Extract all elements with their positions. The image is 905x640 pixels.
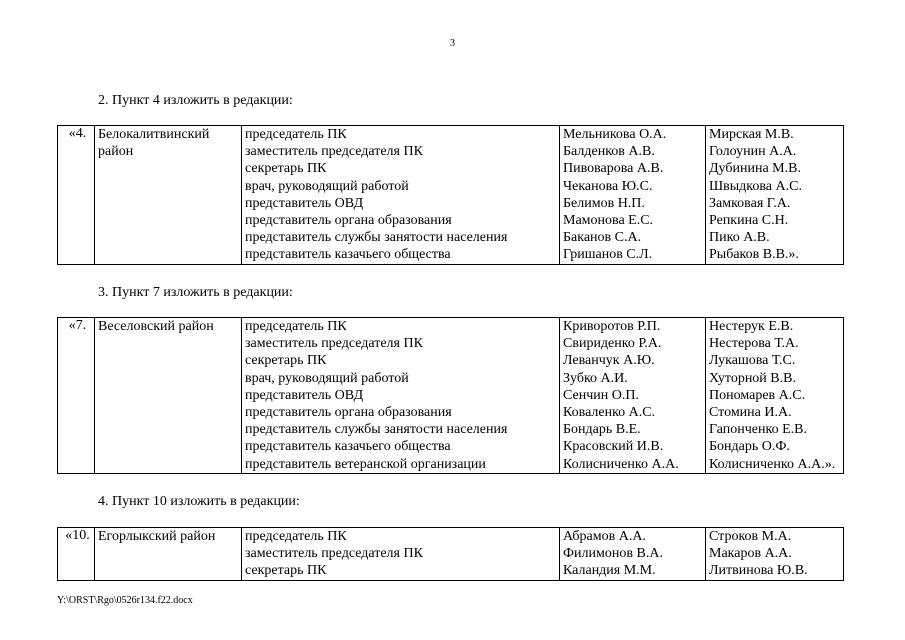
main-members-cell xyxy=(560,318,706,474)
district-name: Егорлыкский район xyxy=(95,528,242,581)
roles-cell xyxy=(242,528,560,581)
file-path-footer: Y:\ORST\Rgo\0526r134.f22.docx xyxy=(57,595,193,606)
cell-line: Леванчук А.Ю. xyxy=(563,353,655,369)
cell-line: представитель казачьего общества xyxy=(245,247,451,263)
cell-line: Пико А.В. xyxy=(709,230,770,246)
cell-line: Колисниченко А.А.». xyxy=(709,456,836,472)
main-members-cell xyxy=(560,528,706,581)
cell-line: представитель органа образования xyxy=(245,404,452,420)
cell-line: Мамонова Е.С. xyxy=(563,212,654,228)
entry-table xyxy=(57,527,844,581)
cell-line: Голоунин А.А. xyxy=(709,144,797,160)
section-title: 2. Пункт 4 изложить в редакции: xyxy=(98,93,293,108)
cell-line: Каландия М.М. xyxy=(563,563,656,579)
roles-cell xyxy=(242,126,560,265)
section-title: 4. Пункт 10 изложить в редакции: xyxy=(98,494,300,509)
item-number: «7. xyxy=(58,318,95,474)
cell-line: секретарь ПК xyxy=(245,563,327,579)
entry-table xyxy=(57,125,844,265)
cell-line: Нестерова Т.А. xyxy=(709,336,799,352)
cell-line: заместитель председателя ПК xyxy=(245,144,423,160)
cell-line: Криворотов Р.П. xyxy=(563,319,661,334)
cell-line: Колисниченко А.А. xyxy=(563,456,679,472)
cell-line: Красовский И.В. xyxy=(563,439,664,455)
cell-line: Нестерук Е.В. xyxy=(709,319,794,334)
cell-line: секретарь ПК xyxy=(245,161,327,177)
cell-line: Рыбаков В.В.». xyxy=(709,247,799,263)
item-number: «4. xyxy=(58,126,95,265)
cell-line: Балденков А.В. xyxy=(563,144,655,160)
cell-line: председатель ПК xyxy=(245,127,347,142)
cell-line: Бондарь О.Ф. xyxy=(709,439,790,455)
cell-line: представитель органа образования xyxy=(245,212,452,228)
entry-table xyxy=(57,317,844,474)
cell-line: Пивоварова А.В. xyxy=(563,161,664,177)
cell-line: Свириденко Р.А. xyxy=(563,336,662,352)
cell-line: заместитель председателя ПК xyxy=(245,336,423,352)
cell-line: представитель ОВД xyxy=(245,387,364,403)
section-title: 3. Пункт 7 изложить в редакции: xyxy=(98,285,293,300)
page-number: 3 xyxy=(450,38,455,49)
cell-line: Макаров А.А. xyxy=(709,546,792,562)
cell-line: секретарь ПК xyxy=(245,353,327,369)
cell-line: Стомина И.А. xyxy=(709,404,792,420)
reserve-members-cell xyxy=(706,126,844,265)
cell-line: Абрамов А.А. xyxy=(563,529,646,544)
roles-cell xyxy=(242,318,560,474)
table-row xyxy=(58,528,844,581)
cell-line: врач, руководящий работой xyxy=(245,370,409,386)
reserve-members-cell xyxy=(706,318,844,474)
table-row xyxy=(58,126,844,265)
cell-line: Бондарь В.Е. xyxy=(563,422,641,438)
cell-line: Швыдкова А.С. xyxy=(709,178,802,194)
cell-line: Замковая Г.А. xyxy=(709,195,791,211)
cell-line: Литвинова Ю.В. xyxy=(709,563,808,579)
cell-line: Гришанов С.Л. xyxy=(563,247,653,263)
cell-line: Гапонченко Е.В. xyxy=(709,422,807,438)
table-row xyxy=(58,318,844,474)
cell-line: представитель казачьего общества xyxy=(245,439,451,455)
cell-line: Чеканова Ю.С. xyxy=(563,178,653,194)
cell-line: Пономарев А.С. xyxy=(709,387,806,403)
cell-line: Мельникова О.А. xyxy=(563,127,667,142)
cell-line: представитель ОВД xyxy=(245,195,364,211)
cell-line: Мирская М.В. xyxy=(709,127,794,142)
district-name: Белокалитвинский район xyxy=(95,126,242,265)
cell-line: врач, руководящий работой xyxy=(245,178,409,194)
cell-line: Лукашова Т.С. xyxy=(709,353,796,369)
cell-line: Дубинина М.В. xyxy=(709,161,801,177)
cell-line: заместитель председателя ПК xyxy=(245,546,423,562)
cell-line: председатель ПК xyxy=(245,529,347,544)
cell-line: Хуторной В.В. xyxy=(709,370,796,386)
reserve-members-cell xyxy=(706,528,844,581)
cell-line: Зубко А.И. xyxy=(563,370,628,386)
cell-line: представитель службы занятости населения xyxy=(245,422,508,438)
cell-line: представитель ветеранской организации xyxy=(245,456,486,472)
cell-line: Строков М.А. xyxy=(709,529,792,544)
cell-line: Репкина С.Н. xyxy=(709,212,789,228)
cell-line: Белимов Н.П. xyxy=(563,195,645,211)
cell-line: представитель службы занятости населения xyxy=(245,230,508,246)
cell-line: председатель ПК xyxy=(245,319,347,334)
cell-line: Филимонов В.А. xyxy=(563,546,663,562)
district-name: Веселовский район xyxy=(95,318,242,474)
main-members-cell xyxy=(560,126,706,265)
cell-line: Сенчин О.П. xyxy=(563,387,639,403)
cell-line: Баканов С.А. xyxy=(563,230,642,246)
item-number: «10. xyxy=(58,528,95,581)
cell-line: Коваленко А.С. xyxy=(563,404,656,420)
